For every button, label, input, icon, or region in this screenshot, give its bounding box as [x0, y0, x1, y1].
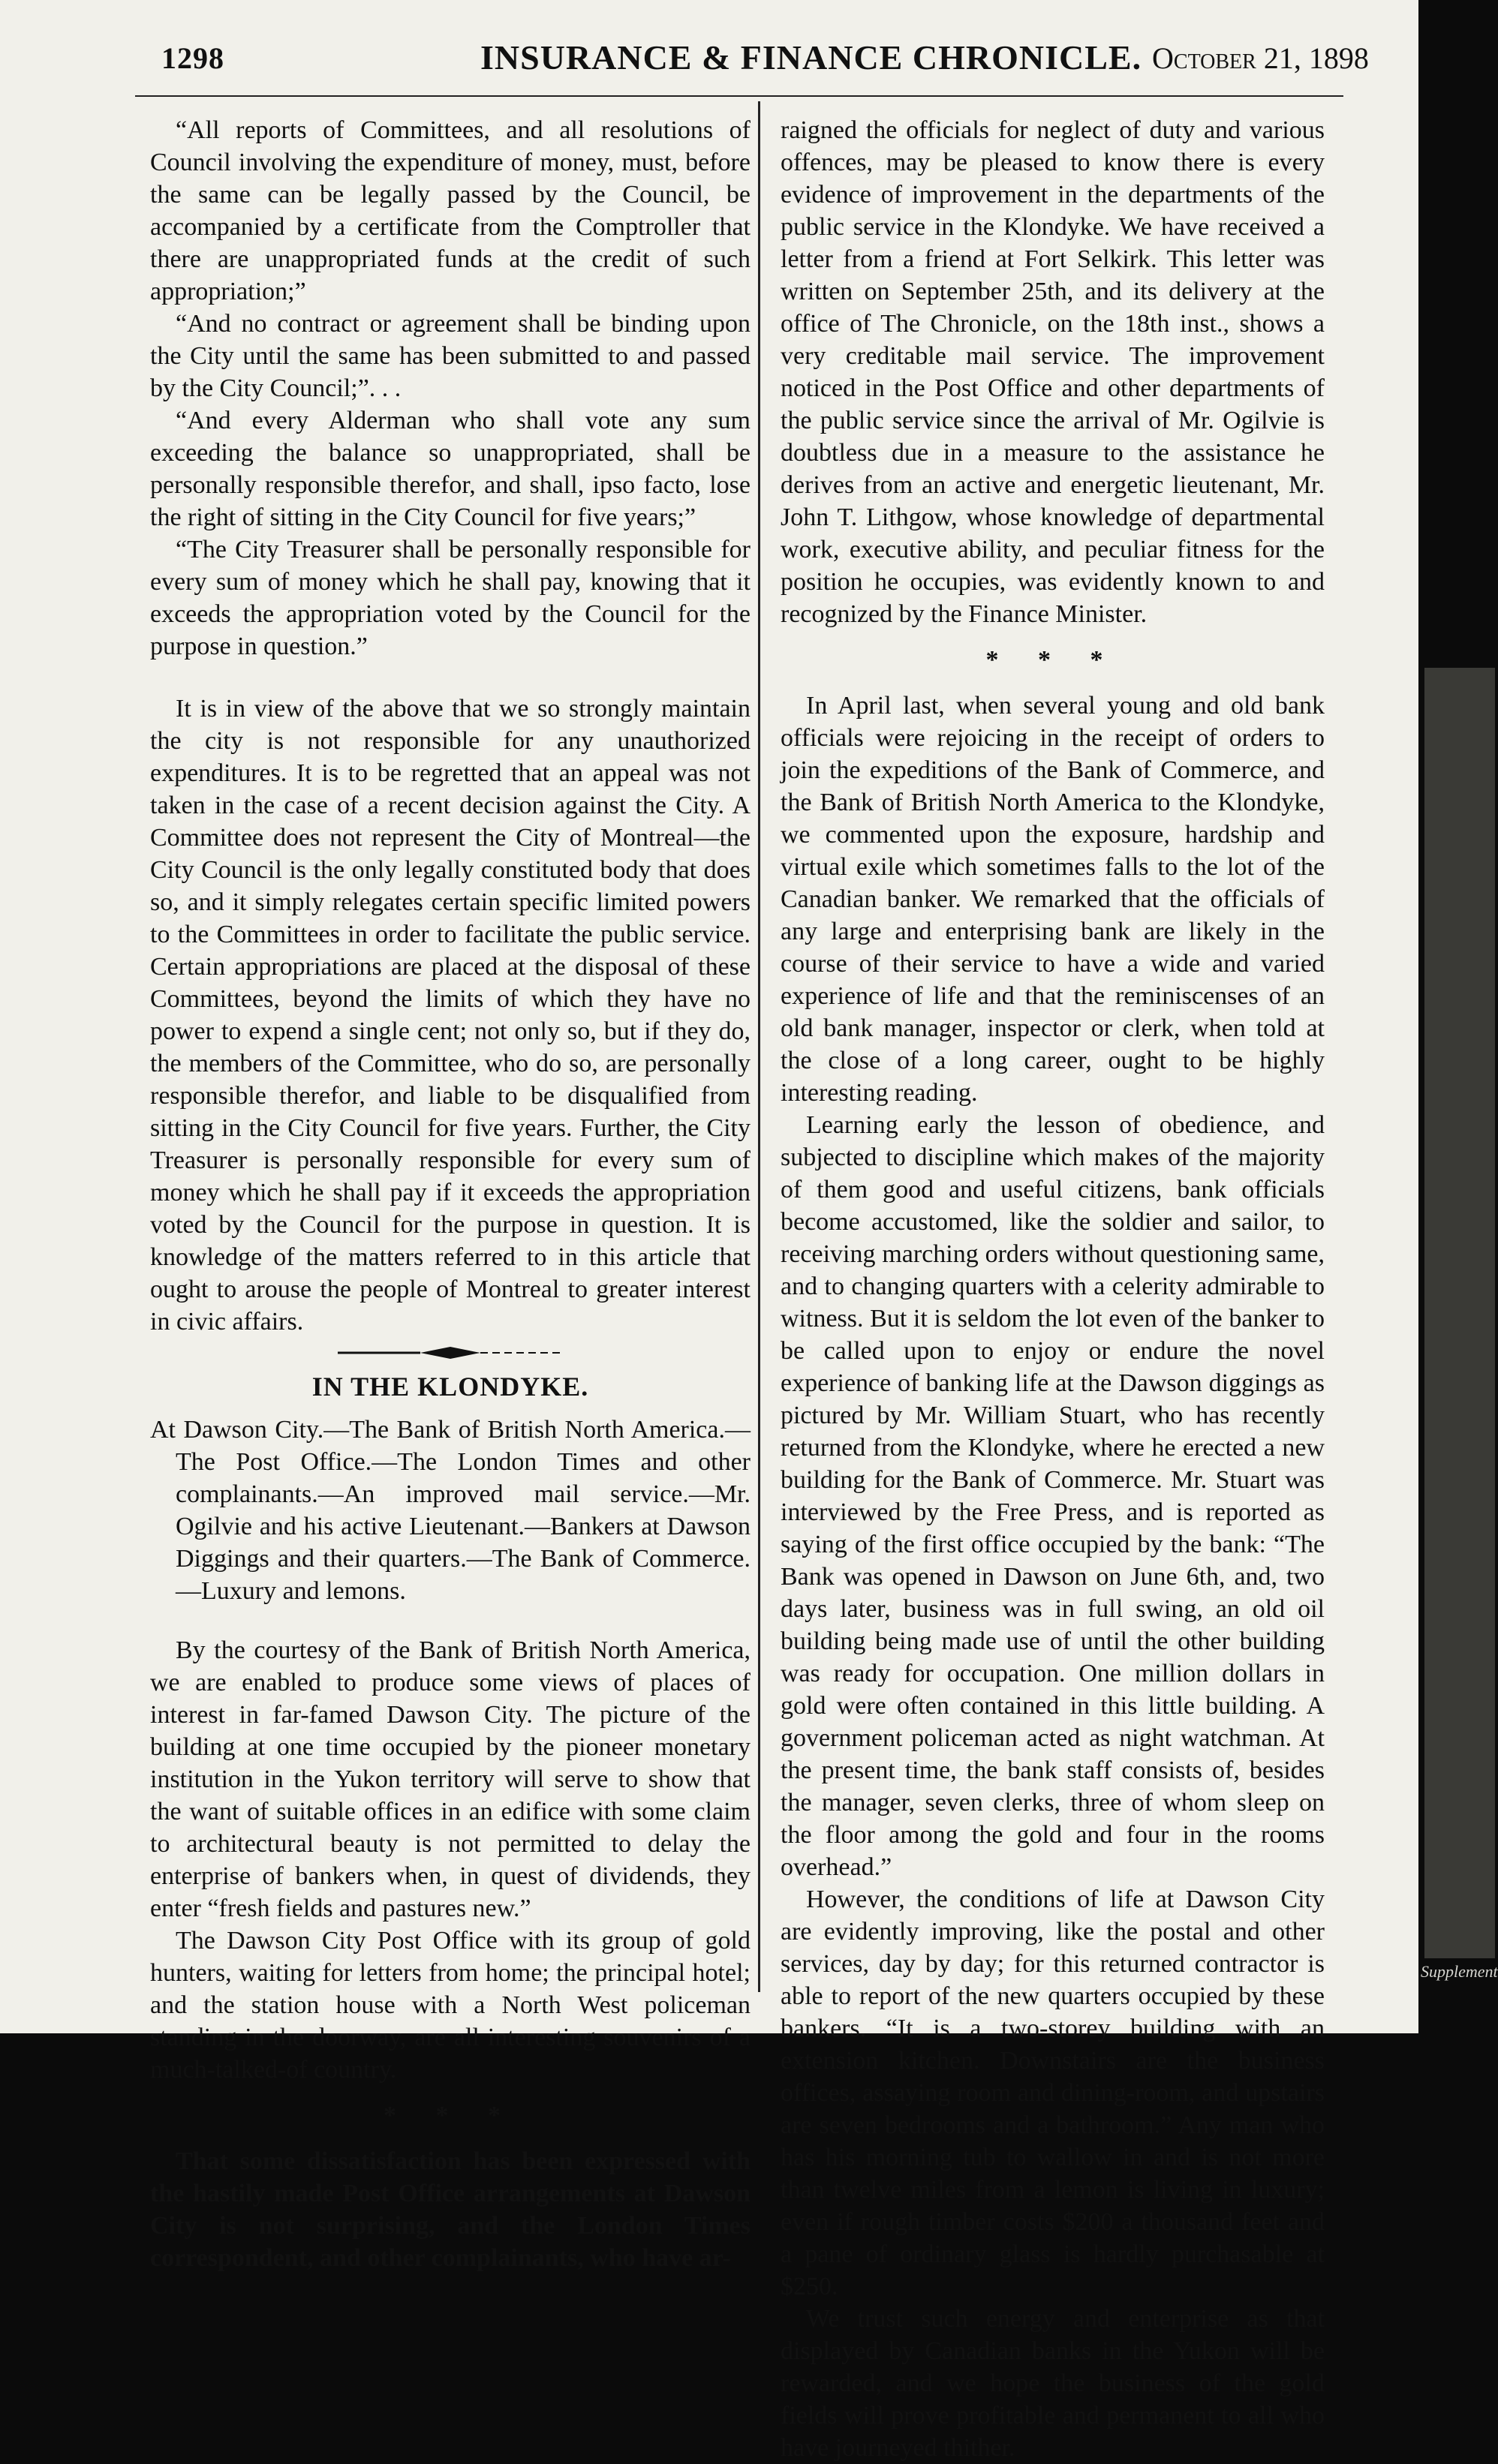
body-paragraph: That some dissatisfaction has been expressed with the hastily made Post Office arrangements at Dawson City is not surprising, and the London Times correspondent, and other complainants, who have ar-: [150, 2147, 751, 2272]
quote-paragraph: “And every Alderman who shall vote any sum exceeding the balance so unappropriated, shall be personally responsible therefor, and shall, ipso facto, lose the right of sitting in the City Council for five years;”: [150, 407, 751, 531]
journal-title: INSURANCE & FINANCE CHRONICLE.: [480, 38, 1142, 77]
section-summary: At Dawson City.—The Bank of British North America.—The Post Office.—The London Times and other complainants.—An improved mail service.—Mr. Ogilvie and his active Lieutenant.—Bankers at Dawson Diggings and their quarters.—The Bank of Commerce.—Luxury and lemons.: [150, 1416, 751, 1605]
body-paragraph: In April last, when several young and old bank officials were rejoicing in the receipt of orders to join the expeditions of the Bank of Commerce, and the Bank of British North America to the Klondyke, we commented upon the exposure, hardship and virtual exile which sometimes falls to the lot of the Canadian banker. We remarked that the officials of any large and enterprising bank are likely in the course of their service to have a wide and varied experience of life and that the reminiscenses of an old bank manager, inspector or clerk, when told at the close of a long career, ought to be highly interesting reading.: [781, 692, 1325, 1107]
body-paragraph: raigned the officials for neglect of duty and various offences, may be pleased to know there is every evidence of improvement in the departments of the public service in the Klondyke. We have received a letter from a friend at Fort Selkirk. This letter was written on September 25th, and its delivery at the office of The Chronicle, on the 18th inst., shows a very creditable mail service. The improvement noticed in the Post Office and other departments of the public service since the arrival of Mr. Ogilvie is doubtless due in a measure to the assistance he derives from an active and energetic lieutenant, Mr. John T. Lithgow, whose knowledge of departmental work, executive ability, and peculiar fitness for the position he occupies, was evidently known to and recognized by the Finance Minister.: [781, 116, 1325, 628]
ornamental-rule: [338, 1345, 563, 1360]
body-paragraph: By the courtesy of the Bank of British North America, we are enabled to produce some views of places of interest in far-famed Dawson City. The picture of the building at one time occupied by the pioneer monetary institution in the Yukon territory will serve to show that the want of suitable offices in an edifice with some claim to architectural beauty is not permitted to delay the enterprise of bankers when, in quest of dividends, they enter “fresh fields and pastures new.”: [150, 1636, 751, 1922]
adjacent-page-label: Supplement: [1421, 1962, 1498, 1981]
body-paragraph: We trust such energy and enterprise as that displayed by Canadian banks in the Yukon will be rewarded, and we hope the business of the gold fields will prove profitable and permanent to all who have journeyed thither.: [781, 2305, 1325, 2462]
issue-date: October 21, 1898: [1152, 41, 1369, 75]
quote-paragraph: “The City Treasurer shall be personally responsible for every sum of money which he shall pay, knowing that it exceeds the appropriation voted by the Council for the purpose in question.”: [150, 536, 751, 660]
body-paragraph: However, the conditions of life at Dawson City are evidently improving, like the postal and other services, day by day; for this returned contractor is able to report of the new quarters occupied by these bankers. “It is a two-storey building with an extension kitchen. Downstairs are the business offices, assaying room and dining-room, and upstairs are seven bedrooms and a bathroom.” Any man who has his morning tub to wallow in and is not more than twelve miles from a lemon is living in luxury; even if rough timber costs $200 a thousand feet and a pane of ordinary glass is hardly purchasable at $250.: [781, 1886, 1325, 2300]
section-separator: * * *: [384, 2102, 517, 2129]
body-paragraph: It is in view of the above that we so strongly maintain the city is not responsible for any unauthorized expenditures. It is to be regretted that an appeal was not taken in the case of a recent decision against the City. A Committee does not represent the City of Montreal—the City Council is the only legally constituted body that does so, and it simply relegates certain specific limited powers to the Committees in order to facilitate the public service. Certain appropriations are placed at the disposal of these Committees, beyond the limits of which they have no power to expend a single cent; not only so, but if they do, the members of the Committee, who do so, are personally responsible therefor, and liable to be disqualified from sitting in the City Council for five years. Further, the City Treasurer is personally responsible for every sum of money which he shall pay if it exceeds the appropriation voted by the Council for the purpose in question. It is knowledge of the matters referred to in this article that ought to arouse the people of Montreal to greater interest in civic affairs.: [150, 695, 751, 1336]
left-column: [150, 114, 751, 2274]
right-column: [781, 114, 1325, 2464]
column-divider: [758, 101, 760, 1992]
body-paragraph: Learning early the lesson of obedience, and subjected to discipline which makes of the majority of them good and useful citizens, bank officials become accustomed, like the soldier and sailor, to receiving marching orders without questioning same, and to changing quarters with a celerity admirable to witness. But it is seldom the lot even of the banker to be called upon to enjoy or endure the novel experience of banking life at the Dawson diggings as pictured by Mr. William Stuart, who has recently returned from the Klondyke, where he erected a new building for the Bank of Commerce. Mr. Stuart was interviewed by the Free Press, and is reported as saying of the first office occupied by the bank: “The Bank was opened in Dawson on June 6th, and, two days later, business was in full swing, an old oil building being made use of until the other building was ready for occupation. One million dollars in gold were often contained in this little building. A government policeman acted as night watchman. At the present time, the bank staff consists of, besides the manager, seven clerks, three of whom sleep on the floor among the gold and four in the rooms overhead.”: [781, 1111, 1325, 1881]
quote-paragraph: “All reports of Committees, and all resolutions of Council involving the expenditure of money, must, before the same can be legally passed by the Council, be accompanied by a certificate from the Comptroller that there are unappropriated funds at the credit of such appropriation;”: [150, 116, 751, 305]
header-rule: [135, 95, 1343, 97]
adjacent-page-image: [1424, 668, 1495, 1958]
page-number: 1298: [161, 41, 224, 75]
section-separator: * * *: [985, 646, 1120, 674]
quote-paragraph: “And no contract or agreement shall be binding upon the City until the same has been submitted to and passed by the City Council;”. . .: [150, 310, 751, 402]
page-header: [0, 38, 1418, 90]
section-heading: IN THE KLONDYKE.: [311, 1372, 589, 1402]
body-paragraph: The Dawson City Post Office with its group of gold hunters, waiting for letters from home; the principal hotel; and the station house with a North West policeman standing in the doorway, are all interesting souvenirs of a much-talked-of country.: [150, 1927, 751, 2084]
